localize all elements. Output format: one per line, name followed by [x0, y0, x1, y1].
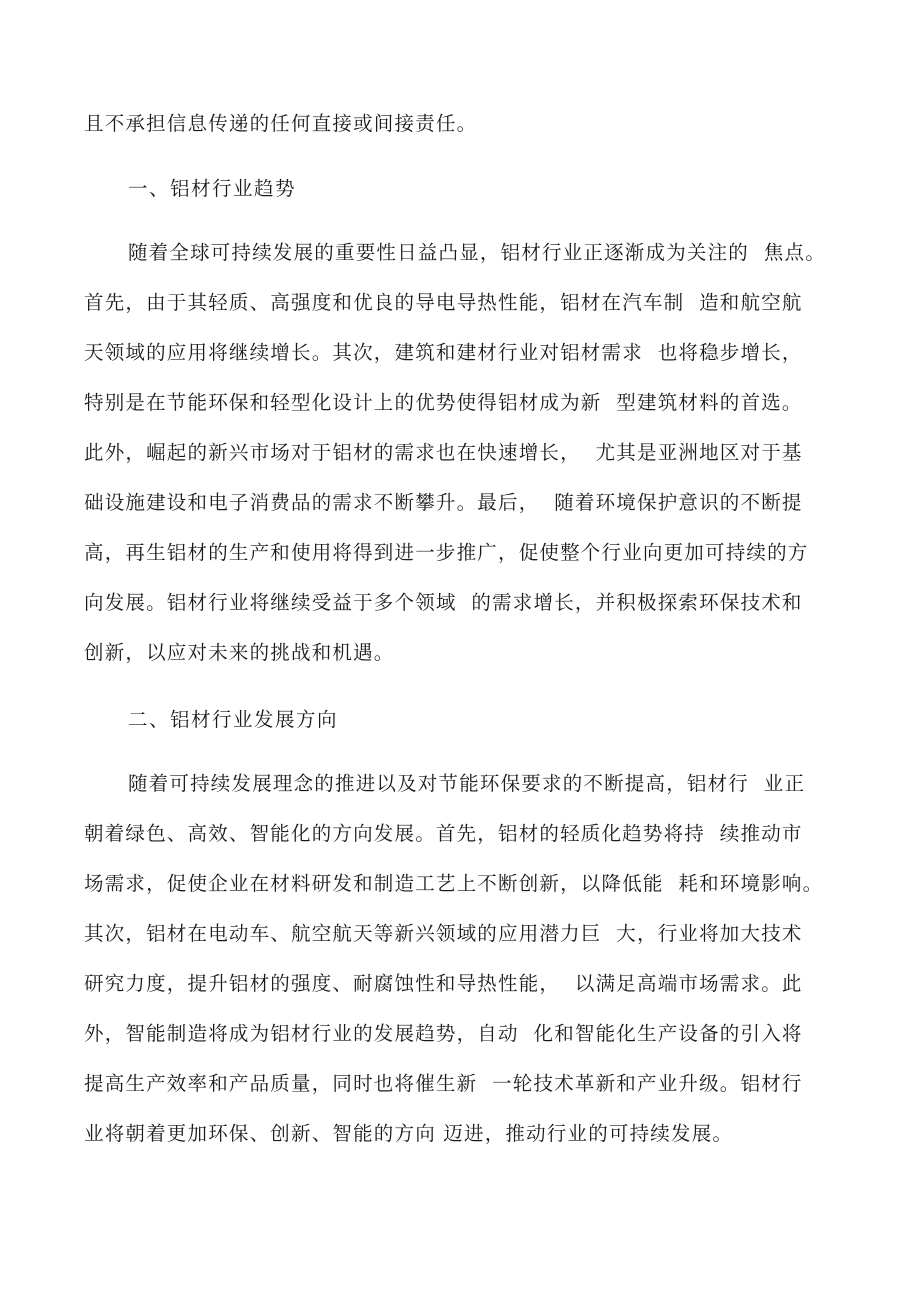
section-1-line: 天领域的应用将继续增长。其次，建筑和建材行业对铝材需求 也将稳步增长，: [84, 341, 803, 364]
section-1-line: 特别是在节能环保和轻型化设计上的优势使得铝材成为新 型建筑材料的首选。: [84, 391, 803, 414]
section-1-line: 此外，崛起的新兴市场对于铝材的需求也在快速增长， 尤其是亚洲地区对于基: [84, 441, 803, 464]
section-1-line: 高，再生铝材的生产和使用将得到进一步推广，促使整个行业向更加可持续的方: [84, 541, 809, 564]
section-2-line: 业将朝着更加环保、创新、智能的方向 迈进，推动行业的可持续发展。: [84, 1122, 734, 1145]
section-2-line: 外，智能制造将成为铝材行业的发展趋势，自动 化和智能化生产设备的引入将: [84, 1022, 803, 1045]
section-2-line: 其次，铝材在电动车、航空航天等新兴领域的应用潜力巨 大，行业将加大技术: [84, 922, 803, 945]
section-1-line: 创新，以应对未来的挑战和机遇。: [84, 641, 395, 664]
section-1-line: 础设施建设和电子消费品的需求不断攀升。最后， 随着环境保护意识的不断提: [84, 491, 803, 514]
section-2-line: 朝着绿色、高效、智能化的方向发展。首先，铝材的轻质化趋势将持 续推动市: [84, 822, 803, 845]
section-2-line: 提高生产效率和产品质量，同时也将催生新 一轮技术革新和产业升级。铝材行: [84, 1072, 803, 1095]
section-2-line: 研究力度，提升铝材的强度、耐腐蚀性和导热性能， 以满足高端市场需求。此: [84, 972, 803, 995]
section-1-line: 向发展。铝材行业将继续受益于多个领域 的需求增长，并积极探索环保技术和: [84, 591, 803, 614]
section-2-heading: 二、铝材行业发展方向: [128, 708, 339, 731]
section-1-line: 随着全球可持续发展的重要性日益凸显，铝材行业正逐渐成为关注的 焦点。: [128, 241, 826, 264]
intro-tail-line: 且不承担信息传递的任何直接或间接责任。: [84, 112, 478, 135]
section-1-heading: 一、铝材行业趋势: [128, 177, 297, 200]
section-2-line: 场需求，促使企业在材料研发和制造工艺上不断创新，以降低能 耗和环境影响。: [84, 872, 824, 895]
section-2-line: 随着可持续发展理念的推进以及对节能环保要求的不断提高，铝材行 业正: [128, 772, 806, 795]
section-1-line: 首先，由于其轻质、高强度和优良的导电导热性能，铝材在汽车制 造和航空航: [84, 291, 803, 314]
